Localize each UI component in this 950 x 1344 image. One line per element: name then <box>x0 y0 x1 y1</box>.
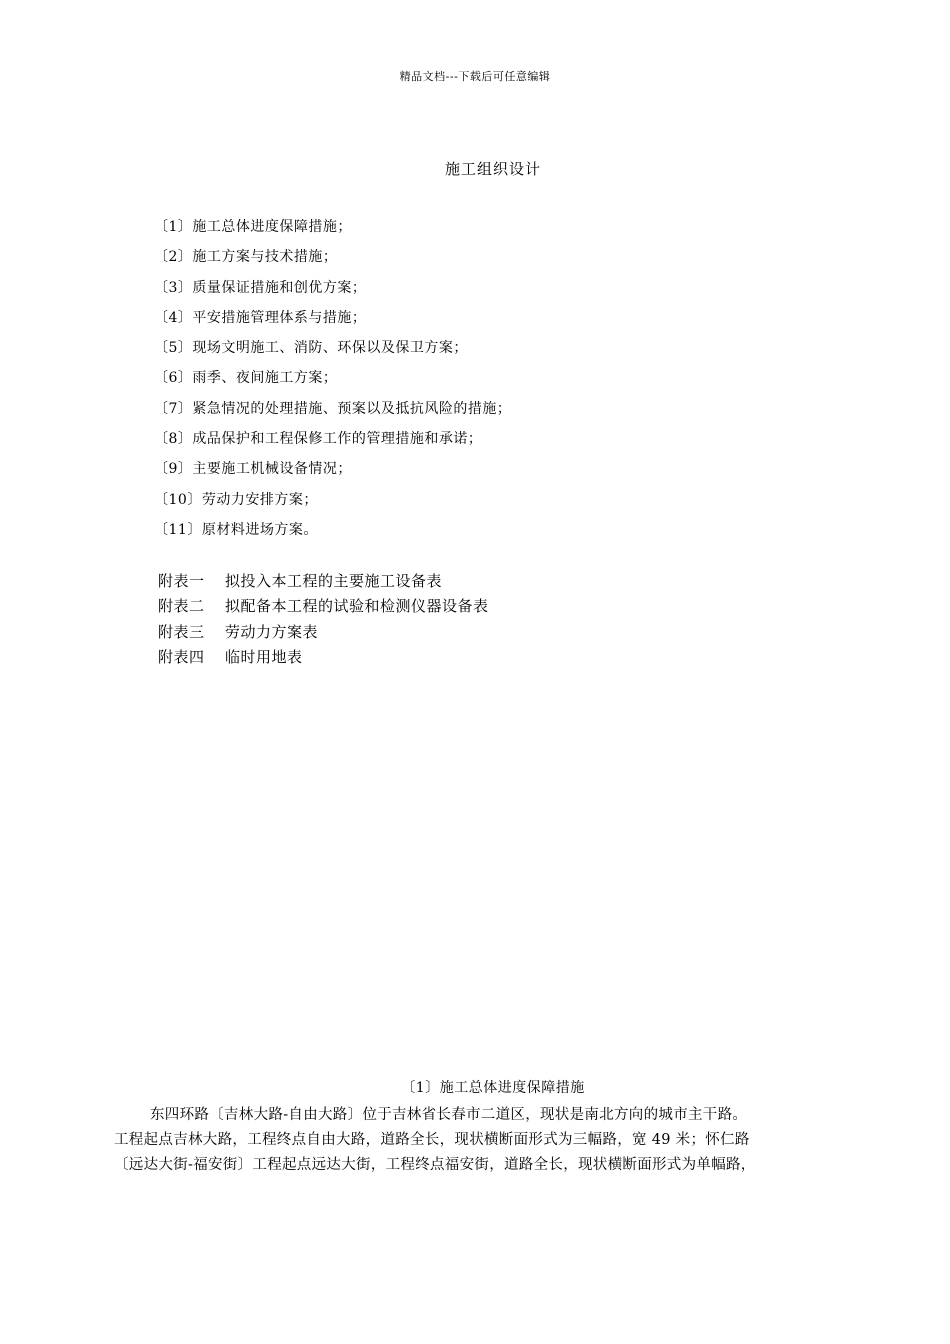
appendix-item <box>158 571 489 596</box>
appendix-list <box>158 571 489 672</box>
toc-item: 〔5〕现场文明施工、消防、环保以及保卫方案； <box>154 340 468 357</box>
appendix-item <box>158 596 489 621</box>
appendix-item <box>158 622 489 647</box>
section-heading: 〔1〕施工总体进度保障措施 <box>401 1080 585 1096</box>
toc-item: 〔7〕紧急情况的处理措施、预案以及抵抗风险的措施； <box>154 400 512 417</box>
toc-item: 〔9〕主要施工机械设备情况； <box>154 461 352 478</box>
appendix-label: 附表四 <box>158 647 205 666</box>
appendix-item <box>158 647 489 672</box>
toc-item: 〔8〕成品保护和工程保修工作的管理措施和承诺； <box>154 431 483 448</box>
appendix-label: 附表三 <box>158 622 205 641</box>
toc-item: 〔2〕施工方案与技术措施； <box>154 249 338 266</box>
appendix-text: 临时用地表 <box>225 647 303 666</box>
appendix-text: 拟配备本工程的试验和检测仪器设备表 <box>225 597 489 616</box>
body-line: 〔远达大街-福安街〕工程起点远达大街，工程终点福安街，道路全长，现状横断面形式为单幅路， <box>114 1157 756 1173</box>
document-title: 施工组织设计 <box>444 160 541 178</box>
toc-item: 〔6〕雨季、夜间施工方案； <box>154 370 338 387</box>
section-body <box>114 1103 854 1178</box>
appendix-label: 附表二 <box>158 597 205 616</box>
header-note: 精品文档---下载后可任意编辑 <box>399 70 551 83</box>
body-line: 工程起点吉林大路，工程终点自由大路，道路全长，现状横断面形式为三幅路，宽 49 米；怀仁路 <box>114 1132 750 1148</box>
appendix-text: 劳动力方案表 <box>225 622 319 641</box>
toc-item: 〔4〕平安措施管理体系与措施； <box>154 309 367 326</box>
toc-item: 〔3〕质量保证措施和创优方案； <box>154 279 367 296</box>
appendix-label: 附表一 <box>158 572 205 590</box>
appendix-text: 拟投入本工程的主要施工设备表 <box>225 572 443 590</box>
toc-item: 〔10〕劳动力安排方案； <box>154 491 318 508</box>
body-line: 东四环路〔吉林大路-自由大路〕位于吉林省长春市二道区，现状是南北方向的城市主干路。 <box>150 1107 748 1123</box>
toc-item: 〔11〕原材料进场方案。 <box>154 521 318 538</box>
table-of-contents <box>154 216 511 549</box>
toc-item: 〔1〕施工总体进度保障措施； <box>154 219 352 235</box>
